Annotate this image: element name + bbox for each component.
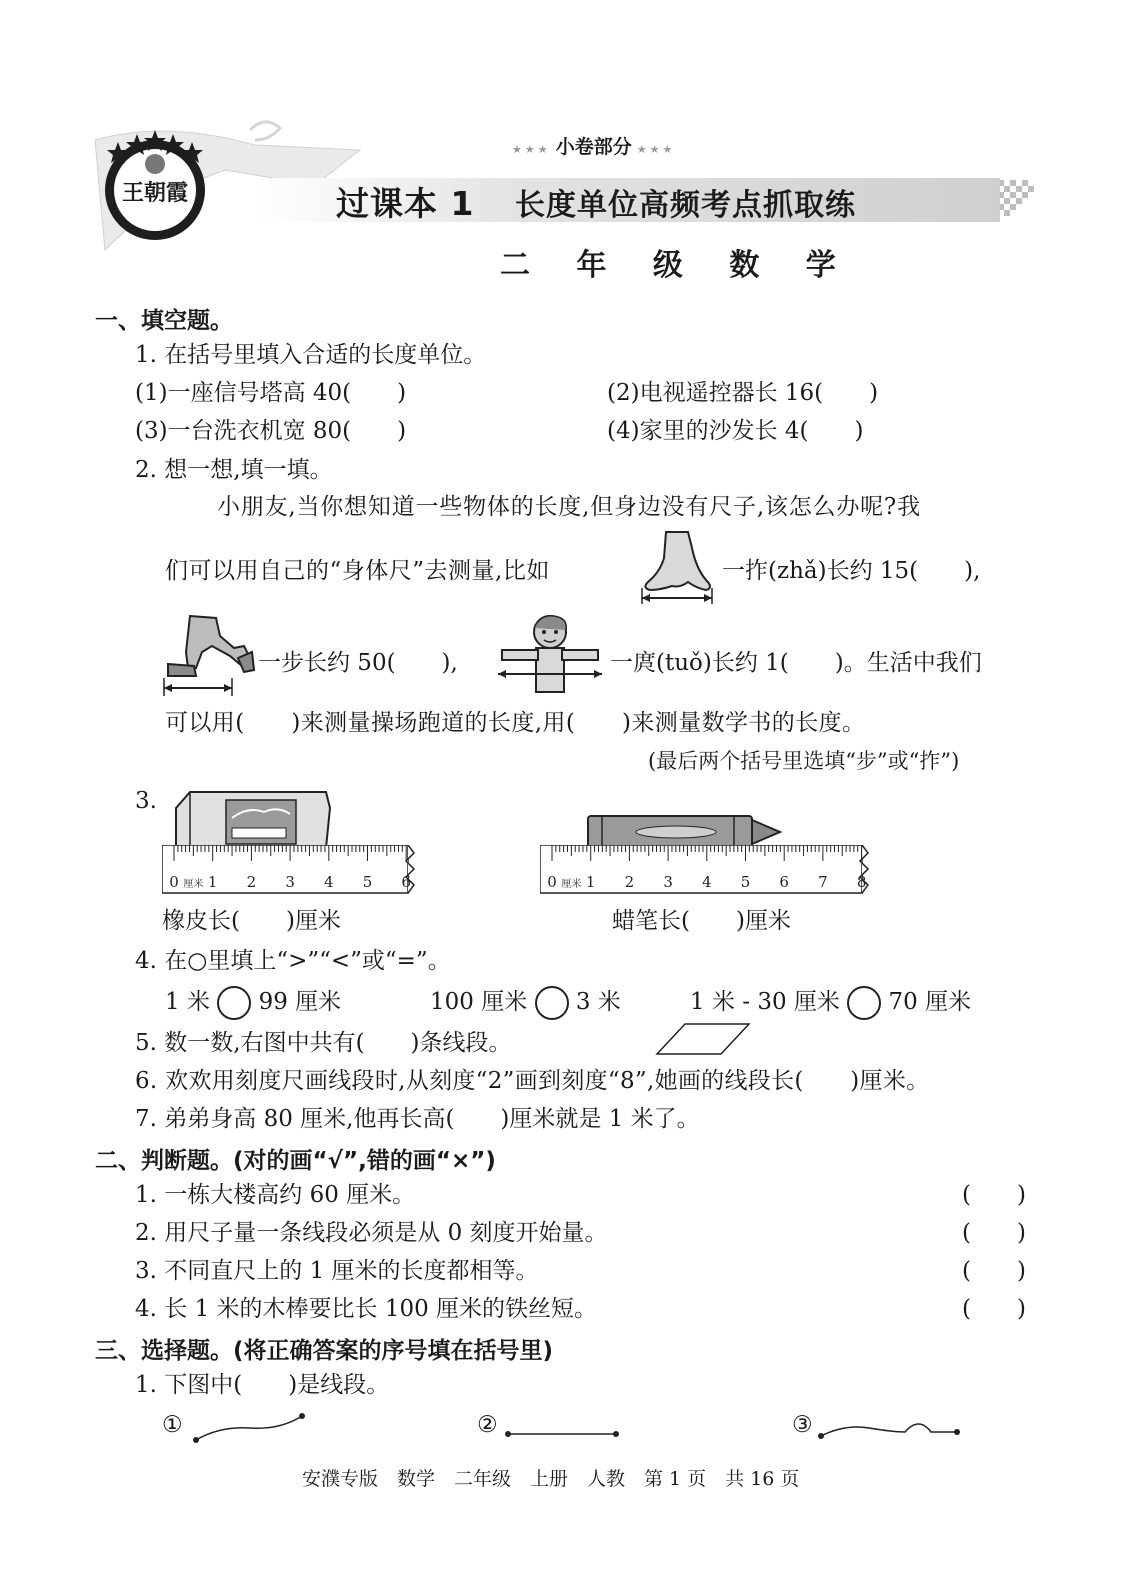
judge-item: 4. 长 1 米的木棒要比长 100 厘米的铁丝短。 [135,1296,598,1322]
q4-label: 4. 在○里填上“>”“<”或“=”。 [135,948,451,974]
top-label: 小卷部分 [555,136,632,158]
judge-item: 2. 用尺子量一条线段必须是从 0 刻度开始量。 [135,1220,608,1246]
ruler-tick-label: 0 [547,873,557,891]
q1-item: (1)一座信号塔高 40( ) [135,380,407,406]
compare-circle[interactable] [217,986,251,1020]
wave-option [815,1410,965,1446]
q2-label: 2. 想一想,填一填。 [135,457,333,483]
option-label: ② [477,1412,498,1438]
ruler-tick-label: 3 [285,873,295,891]
compare-right: 70 厘米 [888,989,972,1015]
option-label: ① [162,1412,183,1438]
parallelogram-figure [655,1020,755,1060]
compare-circle[interactable] [535,986,569,1020]
compare-left: 1 米 - 30 厘米 [690,989,840,1015]
compare-3 [690,986,971,1020]
section2-title: 二、判断题。(对的画“√”,错的画“×”) [95,1148,496,1174]
ruler-unit-label: 厘米 [183,879,204,890]
star-decoration: ★★★ [512,143,551,156]
ruler-eraser [162,845,422,897]
q6-text: 6. 欢欢用刻度尺画线段时,从刻度“2”画到刻度“8”,她画的线段长( )厘米。 [135,1068,930,1094]
q2-line2b: 一拃(zhǎ)长约 15( ), [722,558,981,584]
answer-bracket[interactable]: ( ) [962,1296,1026,1322]
eraser-image [168,788,334,852]
compare-right: 3 米 [575,989,621,1015]
ruler-unit-label: 厘米 [561,879,582,890]
answer-bracket[interactable]: ( ) [962,1258,1026,1284]
ruler-tick-label: 8 [856,873,867,891]
q1-item: (2)电视遥控器长 16( ) [607,380,879,406]
arm-span-boy-icon [494,614,606,698]
judge-item: 3. 不同直尺上的 1 厘米的长度都相等。 [135,1258,539,1284]
ruler-tick-label: 5 [362,873,373,891]
ruler-tick-label: 6 [401,873,411,891]
ruler-tick-label: 6 [779,873,789,891]
page-subject: 二 年 级 数 学 [500,248,854,283]
title-main: 过课本 1 [336,184,475,223]
ruler-tick-label: 4 [324,873,334,891]
q1-item: (3)一台洗衣机宽 80( ) [135,418,407,444]
eraser-label: 橡皮长( )厘米 [162,908,341,934]
page-footer: 安濮专版 数学 二年级 上册 人教 第 1 页 共 16 页 [302,1468,800,1490]
compare-circle[interactable] [847,986,881,1020]
compare-left: 1 米 [165,989,210,1015]
q1-item: (4)家里的沙发长 4( ) [607,418,864,444]
q2-line3a: 一步长约 50( ), [258,650,458,676]
answer-bracket[interactable]: ( ) [962,1182,1026,1208]
ruler-tick-label: 2 [246,873,257,891]
option-label: ③ [792,1412,813,1438]
answer-bracket[interactable]: ( ) [962,1220,1026,1246]
q2-line1: 小朋友,当你想知道一些物体的长度,但身边没有尺子,该怎么办呢?我 [217,494,921,520]
curve-option [190,1410,310,1446]
q3-label: 3. [135,788,157,814]
q5-text: 5. 数一数,右图中共有( )条线段。 [135,1030,512,1056]
ruler-crayon [540,845,880,897]
compare-left: 100 厘米 [430,989,528,1015]
section1-title: 一、填空题。 [95,308,233,334]
ruler-tick-label: 4 [702,873,712,891]
ruler-tick-label: 7 [818,873,828,891]
crayon-label: 蜡笔长( )厘米 [612,908,791,934]
ruler-tick-label: 0 [169,873,179,891]
compare-2 [430,986,621,1020]
q7-text: 7. 弟弟身高 80 厘米,他再长高( )厘米就是 1 米了。 [135,1106,700,1132]
hand-span-icon [636,528,718,606]
choice-q1: 1. 下图中( )是线段。 [135,1372,390,1398]
compare-1 [165,986,341,1020]
compare-right: 99 厘米 [258,989,342,1015]
q2-note: (最后两个括号里选填“步”或“拃”) [648,749,960,773]
ruler-tick-label: 3 [663,873,673,891]
judge-item: 1. 一栋大楼高约 60 厘米。 [135,1182,416,1208]
ruler-tick-label: 5 [740,873,751,891]
section3-title: 三、选择题。(将正确答案的序号填在括号里) [95,1338,554,1364]
ruler-tick-label: 2 [624,873,635,891]
segment-option [500,1410,624,1446]
q1-label: 1. 在括号里填入合适的长度单位。 [135,342,487,368]
ruler-tick-label: 1 [585,873,596,891]
q2-line4: 可以用( )来测量操场跑道的长度,用( )来测量数学书的长度。 [165,710,866,736]
ruler-tick-label: 1 [207,873,218,891]
q2-line2a: 们可以用自己的“身体尺”去测量,比如 [165,558,550,584]
logo-text: 王朝霞 [121,180,189,206]
star-decoration: ★★★ [636,143,676,156]
logo-seal [100,128,210,243]
title-sub: 长度单位高频考点抓取练 [515,188,856,223]
step-legs-icon [160,612,256,698]
q2-line3b: 一庹(tuǒ)长约 1( )。生活中我们 [610,650,982,676]
checker-decoration [998,180,1038,220]
